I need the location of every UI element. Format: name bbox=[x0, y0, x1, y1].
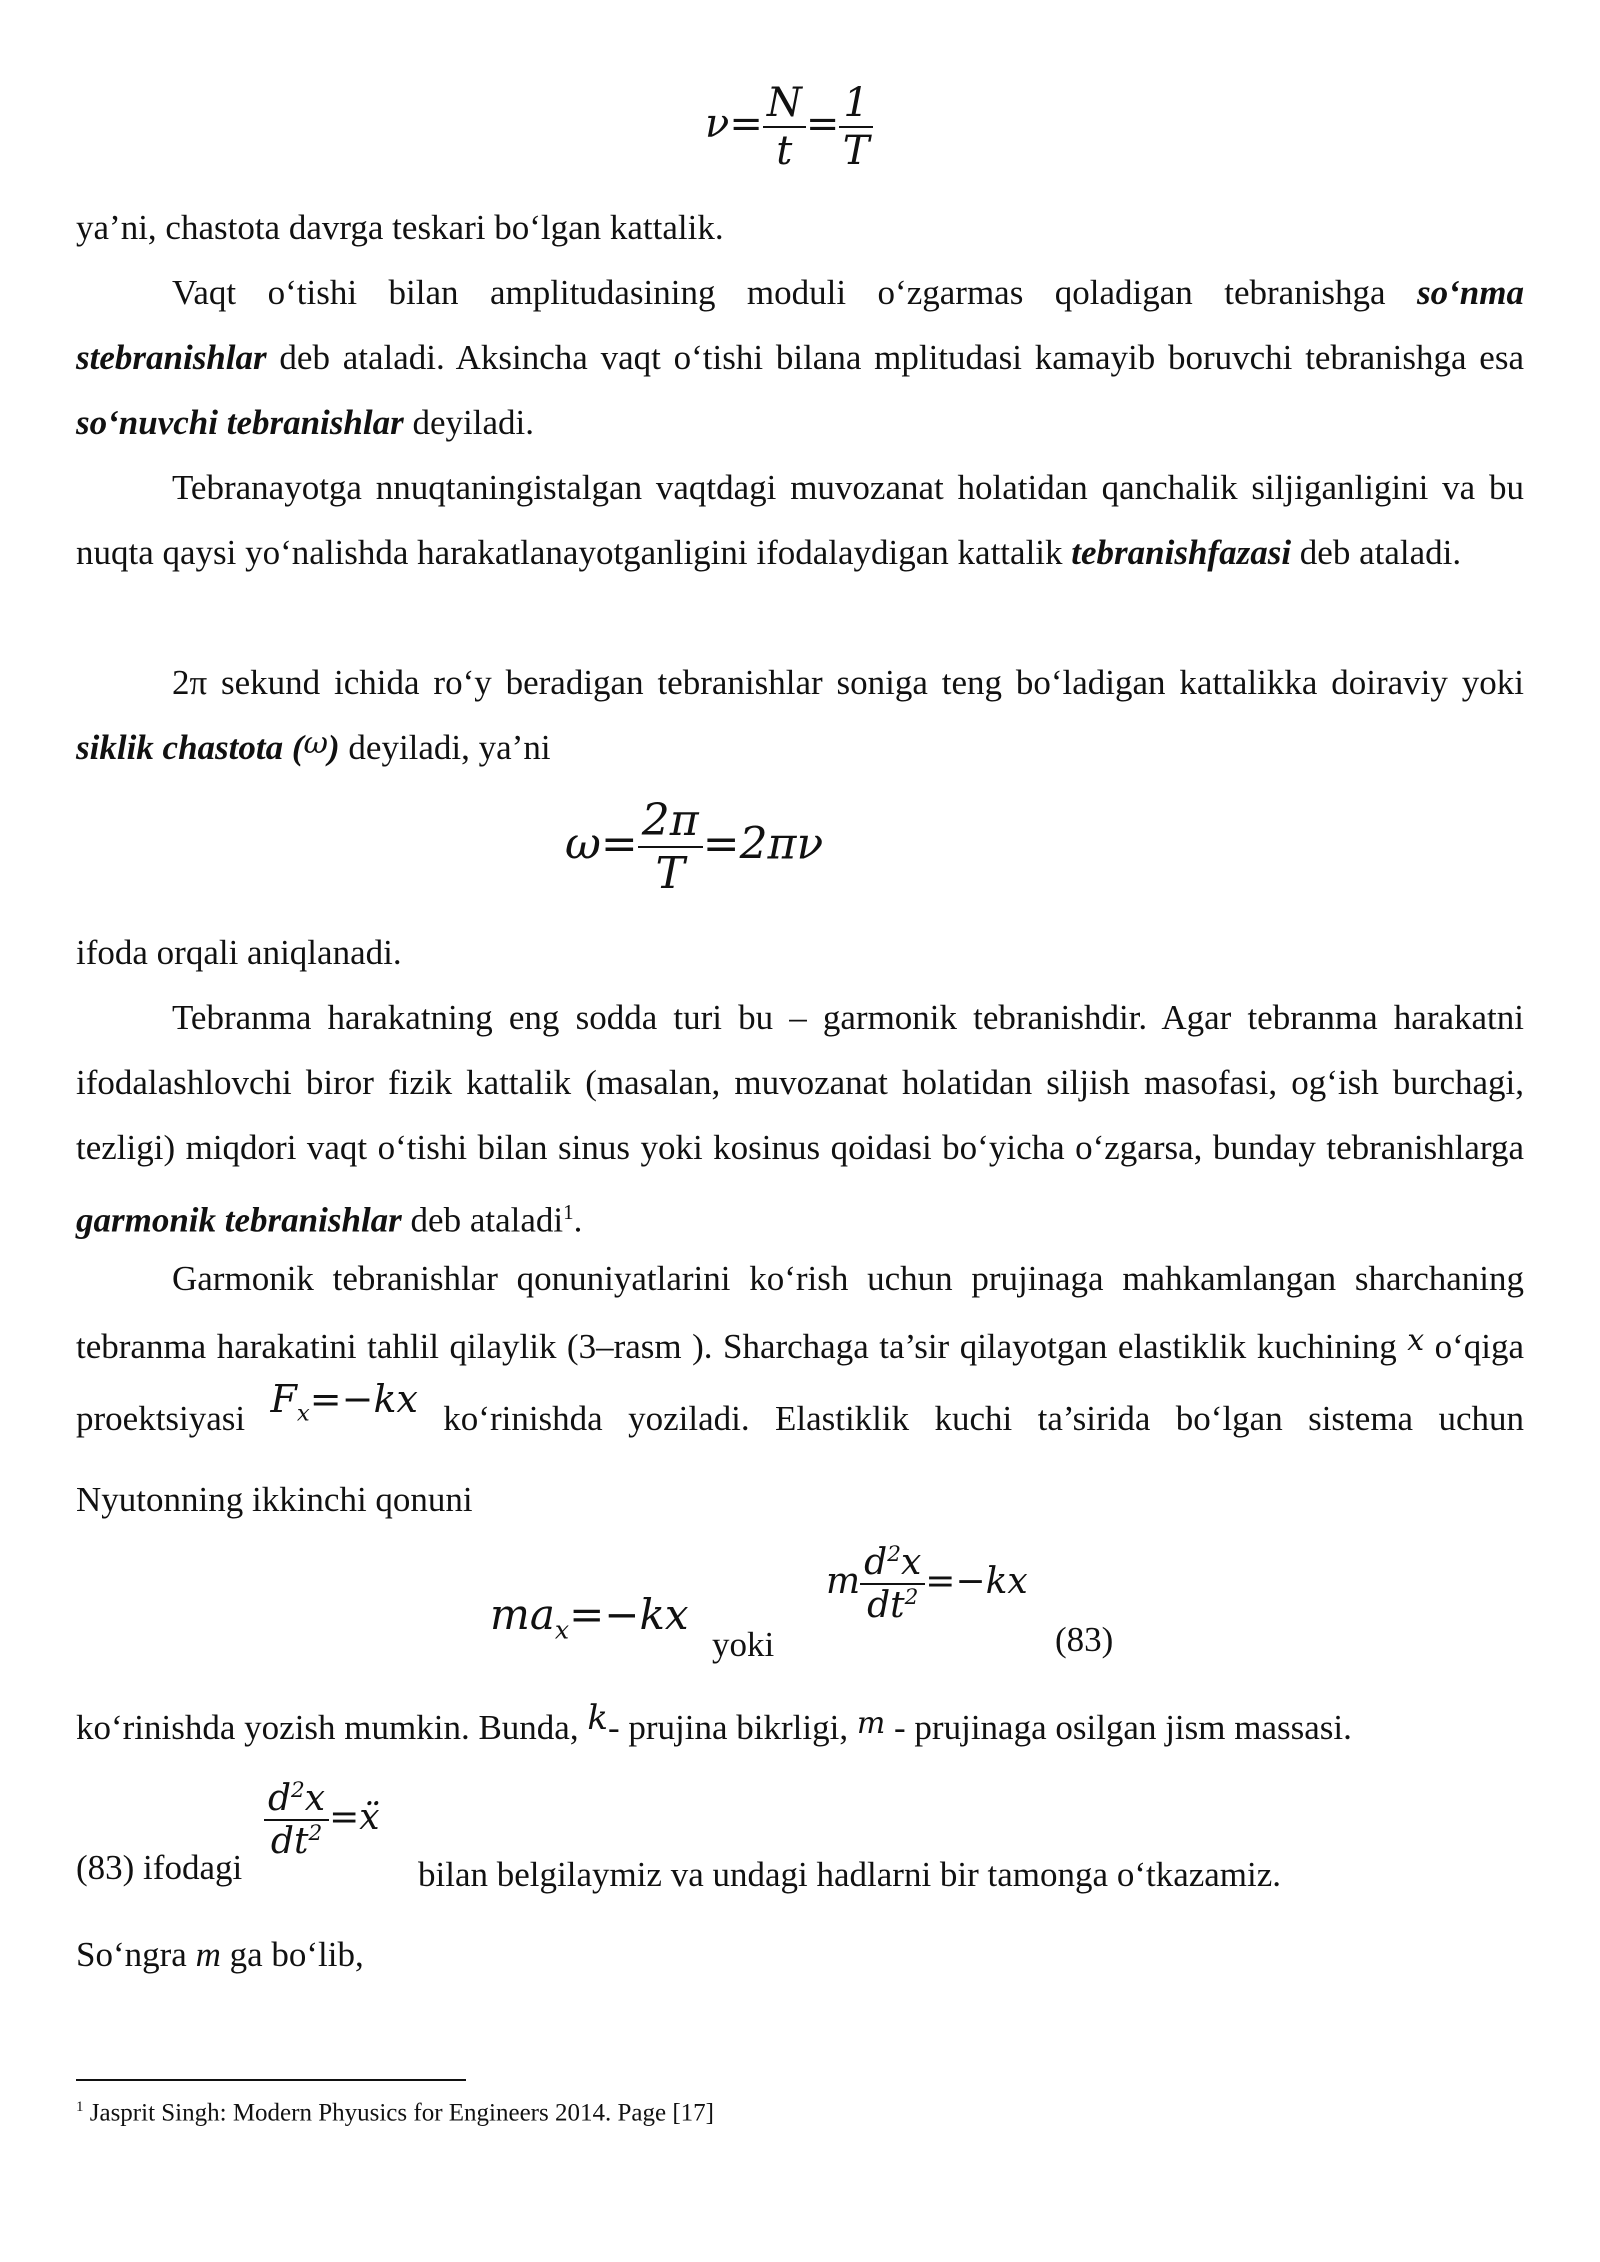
term-harmonic: garmonik tebranishlar bbox=[76, 1200, 402, 1240]
footnote-text: Jasprit Singh: Modern Phyusics for Engineers 2014. Page [17] bbox=[83, 2099, 714, 2127]
superscript: 2 bbox=[904, 1585, 919, 1610]
formula-rhs: =−kx bbox=[925, 1561, 1028, 1602]
paragraph-3 bbox=[76, 455, 1524, 585]
superscript: 2 bbox=[308, 1821, 323, 1846]
formula-lhs: ma bbox=[490, 1590, 555, 1639]
fraction bbox=[264, 1778, 329, 1862]
paragraph-1: ya’ni, chastota davrga teskari bo‘lgan kattalik. bbox=[76, 208, 724, 247]
term-phase: tebranishfazasi bbox=[1071, 533, 1292, 572]
text: ) bbox=[328, 728, 340, 767]
text: ko‘rinishda yoziladi. Elastiklik kuchi ta’sirida bo‘lgan sistema uchun Nyutonning ikkinchi qonuni bbox=[76, 1399, 1524, 1519]
x-symbol: x bbox=[1407, 1323, 1425, 1358]
force-symbol: F bbox=[270, 1377, 297, 1421]
numerator: N bbox=[763, 80, 806, 128]
numerator: 1 bbox=[839, 80, 872, 128]
m-symbol: m bbox=[195, 1935, 221, 1974]
subscript: x bbox=[554, 1615, 570, 1645]
formula-newton-right bbox=[826, 1542, 1028, 1626]
numerator: 2π bbox=[638, 795, 703, 848]
text: deb ataladi bbox=[401, 1200, 564, 1240]
text: o‘qiga proektsiyasi bbox=[76, 1327, 1525, 1438]
formula-rhs: =−kx bbox=[569, 1590, 689, 1639]
paragraph-6 bbox=[76, 985, 1524, 1253]
dt-symbol: dt bbox=[270, 1821, 309, 1862]
denominator: T bbox=[655, 848, 685, 899]
text: deyiladi. bbox=[403, 403, 534, 442]
denominator bbox=[860, 1585, 925, 1626]
mass-symbol: m bbox=[826, 1561, 861, 1602]
omega-symbol: ω bbox=[303, 726, 328, 761]
text: ga bo‘lib, bbox=[220, 1935, 364, 1974]
dt-symbol: dt bbox=[867, 1585, 905, 1626]
paragraph-5: ifoda orqali aniqlanadi. bbox=[76, 933, 402, 972]
subscript: x bbox=[296, 1400, 310, 1427]
text: . bbox=[573, 1200, 583, 1240]
formula-rhs: =−kx bbox=[309, 1377, 418, 1421]
paragraph-2 bbox=[76, 260, 1524, 455]
term-undamped: so‘nma stebranishlar bbox=[76, 273, 1524, 377]
text: deb ataladi. bbox=[1291, 533, 1462, 572]
fraction bbox=[839, 80, 872, 174]
numerator bbox=[264, 1778, 329, 1821]
text: Garmonik tebranishlar qonuniyatlarini ko‘rish uchun prujinaga mahkamlangan sharchaning tebranma harakatini tahlil qilaylik (3–rasm ). Sharchaga ta’sir qilayotgan elastiklik kuchining bbox=[76, 1259, 1524, 1366]
paragraph-10 bbox=[76, 1922, 1524, 1987]
term-damped: so‘nuvchi tebranishlar bbox=[76, 403, 404, 442]
force-formula bbox=[270, 1377, 418, 1427]
or-word: yoki bbox=[712, 1625, 775, 1664]
formula-symbol: ν bbox=[705, 101, 730, 147]
x-symbol: x bbox=[900, 1542, 922, 1583]
footnote bbox=[76, 2090, 714, 2130]
formula-omega: ω= $\frac{2\pi}{T}$ =2πν bbox=[565, 795, 824, 899]
formula-rhs: 2πν bbox=[739, 818, 824, 870]
paragraph-4 bbox=[76, 650, 1524, 782]
footnote-rule bbox=[76, 2079, 466, 2081]
superscript: 2 bbox=[887, 1542, 901, 1567]
text: Tebranayotga nnuqtaningistalgan vaqtdagi muvozanat holatidan qanchalik siljiganligini va bu nuqta qaysi yo‘nalishda harakatlanayotganligini ifodalaydigan kattalik bbox=[76, 468, 1524, 572]
footnote-ref: 1 bbox=[563, 1200, 574, 1224]
text: Vaqt o‘tishi bilan amplitudasining moduli o‘zgarmas qoladigan tebranishga bbox=[172, 273, 1418, 312]
text: deb ataladi. Aksincha vaqt o‘tishi bilana mplitudasi kamayib boruvchi tebranishga esa bbox=[266, 338, 1524, 377]
x-symbol: x bbox=[304, 1778, 326, 1819]
formula-acceleration bbox=[264, 1778, 380, 1862]
denominator: t bbox=[776, 128, 793, 174]
text: - prujinaga osilgan jism massasi. bbox=[885, 1708, 1352, 1747]
fraction bbox=[860, 1542, 925, 1626]
text: deyiladi, ya’ni bbox=[339, 728, 551, 767]
paragraph-8 bbox=[76, 1695, 1524, 1762]
m-symbol: m bbox=[856, 1706, 886, 1741]
text-belgilaymiz: bilan belgilaymiz va undagi hadlarni bir tamonga o‘tkazamiz. bbox=[418, 1855, 1282, 1894]
ifodagi-label: (83) ifodagi bbox=[76, 1848, 243, 1887]
text: ko‘rinishda yozish mumkin. Bunda, bbox=[76, 1708, 588, 1747]
formula-newton-left bbox=[490, 1590, 689, 1644]
formula-symbol: ω bbox=[565, 818, 601, 870]
text: Tebranma harakatning eng sodda turi bu – garmonik tebranishdir. Agar tebranma harakatni ifodalashlovchi biror fizik kattalik (masalan, muvozanat holatidan siljish masofasi, og‘ish burchagi, tezligi) miqdori vaqt o‘tishi bilan sinus yoki kosinus qoidasi bo‘yicha o‘zgarsa, bunday tebranishlarga bbox=[76, 998, 1524, 1167]
denominator bbox=[264, 1821, 329, 1862]
text: 2π sekund ichida ro‘y beradigan tebranishlar soniga teng bo‘ladigan kattalikka doiraviy yoki bbox=[172, 663, 1524, 702]
formula-rhs: =ẍ bbox=[329, 1797, 380, 1838]
d-symbol: d bbox=[864, 1542, 888, 1583]
fraction bbox=[763, 80, 806, 174]
equation-number: (83) bbox=[1055, 1620, 1114, 1659]
term-cyclic-frequency: siklik chastota ( bbox=[76, 728, 304, 767]
text: So‘ngra bbox=[76, 1935, 196, 1974]
d-symbol: d bbox=[268, 1778, 292, 1819]
footnote-number: 1 bbox=[76, 2099, 84, 2115]
superscript: 2 bbox=[291, 1778, 305, 1803]
fraction bbox=[638, 795, 703, 899]
text: - prujina bikrligi, bbox=[607, 1708, 857, 1747]
numerator bbox=[860, 1542, 925, 1585]
k-symbol: k bbox=[587, 1698, 608, 1738]
paragraph-7 bbox=[76, 1245, 1524, 1534]
denominator: T bbox=[842, 128, 870, 174]
formula-frequency: ν= $\frac{N}{t}$ = $\frac{1}{T}$ bbox=[705, 80, 873, 174]
